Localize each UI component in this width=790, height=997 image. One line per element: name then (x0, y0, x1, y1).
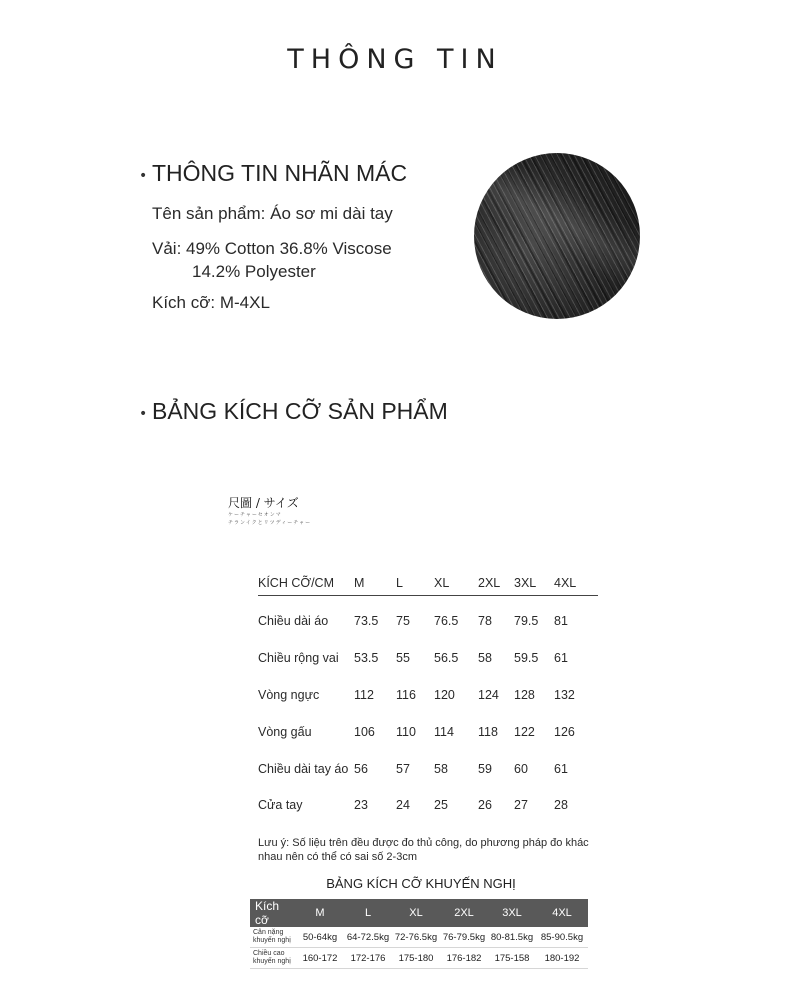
recommended-table-header (250, 899, 588, 927)
table-cell: 76.5 (434, 614, 459, 628)
table-cell: 55 (396, 651, 410, 665)
fabric-swatch-image (474, 153, 640, 319)
table-row (258, 614, 598, 634)
brand-mark-subtitle: ケーチャーセオンマ (228, 512, 282, 518)
brand-mark-title: 尺圖 / サイズ (228, 496, 299, 510)
table-cell: 59 (478, 762, 492, 776)
fabric-line: Vải: 49% Cotton 36.8% Viscose (152, 239, 392, 258)
table-cell: 79.5 (514, 614, 539, 628)
table-row (258, 762, 598, 782)
table-cell: 28 (554, 798, 568, 812)
recommended-table-title: BẢNG KÍCH CỠ KHUYẾN NGHỊ (326, 876, 516, 891)
table-row (258, 725, 598, 745)
recommended-size-table (250, 899, 588, 969)
table-cell: 112 (354, 688, 374, 702)
table-cell: 180-192 (536, 948, 588, 969)
table-row (250, 927, 588, 948)
table-cell: 160-172 (296, 948, 344, 969)
table-cell: 61 (554, 651, 568, 665)
label-info-heading: THÔNG TIN NHÃN MÁC (152, 160, 408, 186)
table-cell: 73.5 (354, 614, 379, 628)
table-cell: 80-81.5kg (488, 927, 536, 948)
table-cell: 57 (396, 762, 410, 776)
table-cell: 78 (478, 614, 492, 628)
header-cell: 2XL (440, 899, 488, 927)
table-cell: 120 (434, 688, 455, 702)
table-cell: 106 (354, 725, 375, 739)
header-cell: L (396, 576, 403, 590)
table-row (258, 651, 598, 671)
table-cell: 118 (478, 725, 498, 739)
table-cell: 72-76.5kg (392, 927, 440, 948)
row-label: Vòng gấu (258, 725, 312, 739)
header-cell: 3XL (488, 899, 536, 927)
row-label: Chiều cao khuyến nghị (250, 948, 296, 969)
table-cell: 53.5 (354, 651, 379, 665)
row-label: Chiều dài tay áo (258, 762, 349, 776)
header-cell: KÍCH CỠ/CM (258, 576, 334, 590)
table-cell: 175-180 (392, 948, 440, 969)
table-cell: 172-176 (344, 948, 392, 969)
table-cell: 128 (514, 688, 535, 702)
row-label: Chiều rộng vai (258, 651, 339, 665)
table-cell: 58 (434, 762, 448, 776)
size-range-line: Kích cỡ: M-4XL (152, 293, 270, 312)
table-cell: 176-182 (440, 948, 488, 969)
table-cell: 114 (434, 725, 454, 739)
size-table-header (258, 576, 598, 596)
table-cell: 56.5 (434, 651, 459, 665)
brand-mark-subtitle: チランイクとリツディーチャー (228, 520, 312, 526)
table-cell: 56 (354, 762, 368, 776)
note-line: Lưu ý: Số liệu trên đều được đo thủ công, do phương pháp đo khác (258, 837, 589, 849)
product-name-line: Tên sản phẩm: Áo sơ mi dài tay (152, 204, 393, 223)
header-cell: Kích cỡ (250, 899, 296, 927)
table-cell: 132 (554, 688, 575, 702)
header-cell: 2XL (478, 576, 501, 590)
page-title: THÔNG TIN (287, 44, 503, 75)
table-cell: 24 (396, 798, 410, 812)
table-cell: 50-64kg (296, 927, 344, 948)
note-line: nhau nên có thể có sai số 2-3cm (258, 851, 417, 863)
table-cell: 175-158 (488, 948, 536, 969)
table-cell: 26 (478, 798, 492, 812)
fabric-line-continued: 14.2% Polyester (192, 262, 316, 281)
header-cell: M (296, 899, 344, 927)
table-cell: 25 (434, 798, 448, 812)
header-cell: 4XL (536, 899, 588, 927)
table-cell: 122 (514, 725, 535, 739)
size-brand-mark (228, 494, 311, 527)
table-cell: 60 (514, 762, 528, 776)
measurement-note (258, 836, 598, 864)
table-divider (258, 595, 598, 596)
row-label: Chiều dài áo (258, 614, 329, 628)
table-cell: 76-79.5kg (440, 927, 488, 948)
header-cell: 3XL (514, 576, 537, 590)
row-label: Vòng ngực (258, 688, 320, 702)
table-row (250, 948, 588, 969)
table-cell: 81 (554, 614, 568, 628)
bullet-dot: • (139, 406, 148, 422)
table-cell: 85-90.5kg (536, 927, 588, 948)
header-cell: XL (434, 576, 450, 590)
table-cell: 116 (396, 688, 416, 702)
table-cell: 27 (514, 798, 528, 812)
table-cell: 126 (554, 725, 575, 739)
bullet-dot: • (139, 168, 148, 184)
header-cell: M (354, 576, 365, 590)
row-label: Cửa tay (258, 798, 303, 812)
size-chart-heading: BẢNG KÍCH CỠ SẢN PHẨM (152, 398, 448, 424)
header-cell: L (344, 899, 392, 927)
table-cell: 59.5 (514, 651, 539, 665)
table-cell: 124 (478, 688, 499, 702)
table-cell: 61 (554, 762, 568, 776)
table-cell: 58 (478, 651, 492, 665)
row-label: Cân nặng khuyến nghị (250, 927, 296, 948)
table-cell: 23 (354, 798, 368, 812)
table-cell: 110 (396, 725, 416, 739)
table-cell: 64-72.5kg (344, 927, 392, 948)
header-cell: 4XL (554, 576, 577, 590)
table-row (258, 798, 598, 818)
header-cell: XL (392, 899, 440, 927)
table-row (258, 688, 598, 708)
table-cell: 75 (396, 614, 410, 628)
